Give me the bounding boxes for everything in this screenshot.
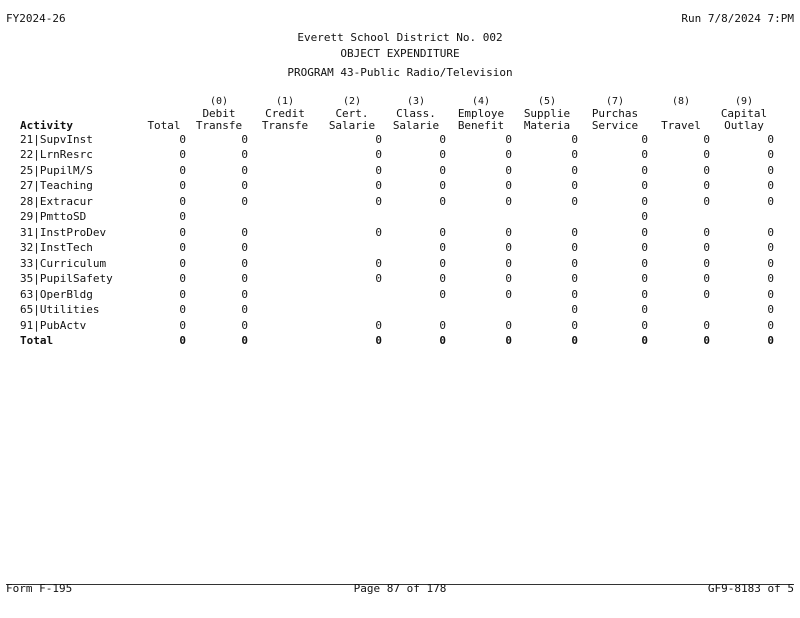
activity-cell: 21|SupvInst xyxy=(20,132,93,146)
activity-cell: 25|PupilM/S xyxy=(20,163,93,177)
value-cell: 0 xyxy=(641,210,648,224)
value-cell: 0 xyxy=(703,179,710,193)
value-cell: 0 xyxy=(179,334,186,348)
col-header-7: Materia xyxy=(523,119,571,132)
value-cell: 0 xyxy=(505,132,512,146)
district-title: Everett School District No. 002 xyxy=(297,31,503,44)
col-label1-10: Capital xyxy=(720,107,768,120)
value-cell: 0 xyxy=(375,132,382,146)
table-row xyxy=(18,210,776,226)
value-cell: 0 xyxy=(375,256,382,270)
value-cell: 0 xyxy=(571,318,578,332)
form-number: Form F-195 xyxy=(6,582,73,595)
activity-cell: 28|Extracur xyxy=(20,194,93,208)
value-cell: 0 xyxy=(439,163,446,177)
value-cell xyxy=(250,272,320,288)
value-cell: 0 xyxy=(703,132,710,146)
activity-cell: 29|PmttoSD xyxy=(20,210,87,224)
col-number-10: (9) xyxy=(734,96,754,107)
col-header-10: Outlay xyxy=(724,119,764,132)
table-row xyxy=(18,132,776,148)
value-cell: 0 xyxy=(439,132,446,146)
value-cell: 0 xyxy=(703,241,710,255)
col-label1-6: Employe xyxy=(457,107,505,120)
value-cell: 0 xyxy=(241,194,248,208)
value-cell: 0 xyxy=(439,148,446,162)
col-header-9: Travel xyxy=(661,119,701,132)
value-cell: 0 xyxy=(241,225,248,239)
table-row xyxy=(18,272,776,288)
value-cell xyxy=(250,287,320,303)
table-row xyxy=(18,256,776,272)
value-cell: 0 xyxy=(505,318,512,332)
program-title: PROGRAM 43-Public Radio/Television xyxy=(287,66,513,79)
col-header-2: Transfe xyxy=(195,119,243,132)
value-cell: 0 xyxy=(241,132,248,146)
value-cell: 0 xyxy=(641,256,648,270)
value-cell: 0 xyxy=(641,225,648,239)
value-cell: 0 xyxy=(179,225,186,239)
value-cell: 0 xyxy=(571,132,578,146)
value-cell xyxy=(712,210,776,226)
value-cell: 0 xyxy=(439,194,446,208)
activity-cell: 33|Curriculum xyxy=(20,256,107,270)
value-cell: 0 xyxy=(703,287,710,301)
value-cell: 0 xyxy=(439,241,446,255)
value-cell: 0 xyxy=(505,272,512,286)
value-cell: 0 xyxy=(241,303,248,317)
table-row xyxy=(18,241,776,257)
value-cell: 0 xyxy=(571,303,578,317)
value-cell: 0 xyxy=(767,225,774,239)
col-number-9: (8) xyxy=(671,96,691,107)
table-row xyxy=(18,318,776,334)
value-cell: 0 xyxy=(241,241,248,255)
value-cell: 0 xyxy=(179,318,186,332)
value-cell: 0 xyxy=(703,256,710,270)
value-cell: 0 xyxy=(571,194,578,208)
value-cell: 0 xyxy=(375,318,382,332)
value-cell: 0 xyxy=(641,163,648,177)
value-cell: 0 xyxy=(241,179,248,193)
run-timestamp: Run 7/8/2024 7:PM xyxy=(681,12,794,25)
table-header xyxy=(18,96,776,132)
value-cell: 0 xyxy=(767,148,774,162)
value-cell: 0 xyxy=(571,287,578,301)
value-cell: 0 xyxy=(641,148,648,162)
value-cell: 0 xyxy=(703,318,710,332)
value-cell: 0 xyxy=(505,256,512,270)
value-cell: 0 xyxy=(505,163,512,177)
value-cell: 0 xyxy=(179,148,186,162)
value-cell: 0 xyxy=(179,303,186,317)
value-cell: 0 xyxy=(571,334,578,348)
table-row xyxy=(18,148,776,164)
value-cell: 0 xyxy=(703,148,710,162)
value-cell: 0 xyxy=(641,179,648,193)
value-cell: 0 xyxy=(767,163,774,177)
value-cell xyxy=(250,303,320,319)
value-cell: 0 xyxy=(505,225,512,239)
activity-cell: 31|InstProDev xyxy=(20,225,107,239)
table-row xyxy=(18,303,776,319)
value-cell: 0 xyxy=(571,179,578,193)
col-label1-5: Class. xyxy=(396,107,436,120)
table-row xyxy=(18,179,776,195)
col-number-7: (5) xyxy=(537,96,557,107)
table-row xyxy=(18,163,776,179)
value-cell: 0 xyxy=(179,210,186,224)
col-label1-2: Debit xyxy=(202,107,236,120)
value-cell: 0 xyxy=(439,272,446,286)
value-cell: 0 xyxy=(179,163,186,177)
value-cell xyxy=(384,303,448,319)
value-cell xyxy=(250,256,320,272)
value-cell: 0 xyxy=(571,163,578,177)
value-cell: 0 xyxy=(505,179,512,193)
value-cell: 0 xyxy=(571,256,578,270)
value-cell xyxy=(250,241,320,257)
value-cell xyxy=(250,163,320,179)
value-cell: 0 xyxy=(641,303,648,317)
page-number: Page 87 of 178 xyxy=(353,582,447,595)
activity-cell: 22|LrnResrc xyxy=(20,148,93,162)
value-cell: 0 xyxy=(375,148,382,162)
value-cell: 0 xyxy=(767,318,774,332)
value-cell: 0 xyxy=(505,334,512,348)
value-cell xyxy=(448,210,514,226)
value-cell xyxy=(250,179,320,195)
col-label1-4: Cert. xyxy=(335,107,369,120)
value-cell: 0 xyxy=(439,225,446,239)
value-cell xyxy=(250,194,320,210)
value-cell: 0 xyxy=(767,132,774,146)
value-cell: 0 xyxy=(641,132,648,146)
col-number-1 xyxy=(140,96,188,108)
value-cell: 0 xyxy=(641,194,648,208)
value-cell: 0 xyxy=(241,272,248,286)
col-header-3: Transfe xyxy=(261,119,309,132)
value-cell: 0 xyxy=(439,179,446,193)
value-cell xyxy=(250,225,320,241)
col-header-1: Total xyxy=(147,119,181,132)
activity-cell: 65|Utilities xyxy=(20,303,100,317)
col-number-4: (2) xyxy=(342,96,362,107)
value-cell: 0 xyxy=(767,287,774,301)
value-cell: 0 xyxy=(641,287,648,301)
value-cell: 0 xyxy=(641,241,648,255)
value-cell xyxy=(320,303,384,319)
activity-cell: 27|Teaching xyxy=(20,179,93,193)
value-cell: 0 xyxy=(179,194,186,208)
value-cell: 0 xyxy=(767,256,774,270)
value-cell: 0 xyxy=(505,287,512,301)
col-number-2: (0) xyxy=(209,96,229,107)
value-cell xyxy=(188,210,250,226)
value-cell xyxy=(514,210,580,226)
col-header-8: Service xyxy=(591,119,639,132)
value-cell: 0 xyxy=(241,163,248,177)
value-cell: 0 xyxy=(241,334,248,348)
value-cell: 0 xyxy=(439,256,446,270)
value-cell: 0 xyxy=(703,194,710,208)
expenditure-table xyxy=(18,96,776,349)
value-cell: 0 xyxy=(375,225,382,239)
value-cell: 0 xyxy=(641,318,648,332)
table-row xyxy=(18,225,776,241)
value-cell: 0 xyxy=(179,287,186,301)
total-row xyxy=(18,334,776,350)
value-cell: 0 xyxy=(241,148,248,162)
value-cell: 0 xyxy=(179,179,186,193)
col-label1-3: Credit xyxy=(265,107,305,120)
value-cell: 0 xyxy=(505,148,512,162)
form-reference: GF9-8183 of 5 xyxy=(707,582,794,595)
col-label1-8: Purchas xyxy=(591,107,639,120)
col-header-5: Salarie xyxy=(392,119,440,132)
header-label-row-2 xyxy=(18,120,776,132)
activity-cell: 91|PubActv xyxy=(20,318,87,332)
col-number-6: (4) xyxy=(471,96,491,107)
value-cell: 0 xyxy=(571,272,578,286)
value-cell: 0 xyxy=(241,318,248,332)
col-number-5: (3) xyxy=(406,96,426,107)
value-cell: 0 xyxy=(641,334,648,348)
value-cell xyxy=(448,303,514,319)
table-row xyxy=(18,287,776,303)
value-cell: 0 xyxy=(241,256,248,270)
value-cell: 0 xyxy=(179,241,186,255)
activity-cell: 35|PupilSafety xyxy=(20,272,113,286)
value-cell xyxy=(650,303,712,319)
value-cell: 0 xyxy=(375,272,382,286)
value-cell: 0 xyxy=(179,132,186,146)
value-cell: 0 xyxy=(703,272,710,286)
fiscal-year: FY2024-26 xyxy=(6,12,66,25)
value-cell: 0 xyxy=(571,241,578,255)
value-cell xyxy=(250,334,320,350)
value-cell: 0 xyxy=(505,194,512,208)
col-number-3: (1) xyxy=(275,96,295,107)
value-cell: 0 xyxy=(767,272,774,286)
value-cell xyxy=(320,210,384,226)
value-cell: 0 xyxy=(375,163,382,177)
value-cell: 0 xyxy=(439,287,446,301)
value-cell: 0 xyxy=(767,303,774,317)
value-cell: 0 xyxy=(767,194,774,208)
value-cell: 0 xyxy=(375,194,382,208)
activity-cell: 63|OperBldg xyxy=(20,287,93,301)
value-cell xyxy=(650,210,712,226)
value-cell: 0 xyxy=(571,148,578,162)
value-cell xyxy=(320,287,384,303)
col-header-activity: Activity xyxy=(20,119,73,132)
value-cell: 0 xyxy=(767,179,774,193)
value-cell: 0 xyxy=(767,334,774,348)
value-cell: 0 xyxy=(439,318,446,332)
activity-cell: 32|InstTech xyxy=(20,241,93,255)
col-label1-7: Supplie xyxy=(523,107,571,120)
value-cell xyxy=(320,241,384,257)
value-cell xyxy=(250,132,320,148)
value-cell: 0 xyxy=(767,241,774,255)
value-cell: 0 xyxy=(571,225,578,239)
table-body xyxy=(18,132,776,349)
col-number-8: (7) xyxy=(605,96,625,107)
value-cell: 0 xyxy=(241,287,248,301)
value-cell: 0 xyxy=(179,256,186,270)
report-title: OBJECT EXPENDITURE xyxy=(340,47,460,60)
col-number-0 xyxy=(18,96,140,108)
value-cell: 0 xyxy=(641,272,648,286)
col-header-4: Salarie xyxy=(328,119,376,132)
value-cell: 0 xyxy=(505,241,512,255)
value-cell xyxy=(250,318,320,334)
activity-cell: Total xyxy=(20,334,54,348)
value-cell: 0 xyxy=(703,225,710,239)
value-cell: 0 xyxy=(703,163,710,177)
table-row xyxy=(18,194,776,210)
value-cell xyxy=(384,210,448,226)
value-cell: 0 xyxy=(179,272,186,286)
value-cell: 0 xyxy=(375,179,382,193)
value-cell: 0 xyxy=(703,334,710,348)
value-cell xyxy=(250,148,320,164)
value-cell: 0 xyxy=(375,334,382,348)
value-cell: 0 xyxy=(439,334,446,348)
value-cell xyxy=(250,210,320,226)
col-header-6: Benefit xyxy=(457,119,505,132)
